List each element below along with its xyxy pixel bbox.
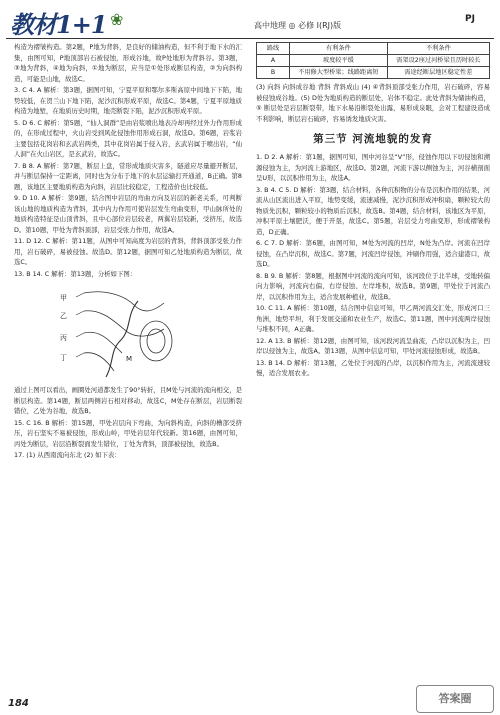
table-row: [257, 67, 490, 79]
contour-line: [84, 332, 122, 353]
watermark-stamp: 答案圈: [416, 685, 494, 713]
river-line: [106, 301, 138, 377]
contour-ring: [147, 329, 165, 353]
page-number: 184: [8, 698, 29, 709]
contour-map: [14, 281, 242, 383]
answer-paragraph: 6. C 7. D 解析：第6题，由图可知，M处为河流的凹岸，N处为凸岸。河流在凹岸侵蚀，在凸岸沉积，故选C。第7题，河流凹岸侵蚀，冲刷作用强，适合建港口，故选D。: [256, 239, 490, 268]
table-header-cell: 路线: [257, 43, 290, 55]
table-cell: B: [257, 67, 290, 79]
subject-label: 高中地理 ◎ 必修 I(RJ)版: [254, 21, 342, 30]
table-cell: 需途经断层地区稳定性差: [387, 67, 489, 79]
map-label-d: 丁: [60, 354, 67, 362]
contour-line: [84, 311, 164, 336]
table-header-cell: 不利条件: [387, 43, 489, 55]
answer-paragraph: 13. B 14. D 解析：第13题，乙处位于河流的凸岸，以沉积作用为主，河流流速较慢，适合发展农业。: [256, 358, 490, 377]
answer-paragraph: 12. A 13. B 解析：第12题，由图可知，该河段河流呈曲流，凸岸以沉积为主，凹岸以侵蚀为主，故选A。第13题，从图中信息可知，甲处河流侵蚀形成，故选B。: [256, 336, 490, 355]
answer-paragraph: 17. (1) 从西南流向东北 (2) 如下表：: [14, 451, 121, 459]
table-cell: 需架设2座过河桥梁且历时较长: [387, 55, 489, 67]
answer-paragraph: 7. B 8. A 解析：第7题，断层上盘，常形成地质灾害多，隧道应尽量避开断层，并与断层保持一定距离，同时也为分布于地下的水层运输打开通道，B正确。第8题，该地区主要地质构造为向斜，岩层比较稳定，工程造价也比较低。: [14, 161, 242, 191]
book-logo: 教材1+1: [10, 10, 107, 39]
answer-paragraph: 13. B 14. C 解析：第13题，分析如下图：: [14, 269, 137, 278]
contour-ring: [140, 321, 172, 361]
guide-line: [76, 293, 84, 357]
map-label-m: M: [126, 355, 133, 363]
table-cell: 不用修大型桥梁；线路距离短: [290, 67, 388, 79]
table-header-row: [257, 43, 490, 55]
answer-paragraph: 9. D 10. A 解析：第9题，结合图中岩层的弯曲方向及岩层的新老关系，可判断该山地的地质构造为背斜，其中内力作用可使岩层发生弯曲变形，甲山脉所处的地质构造特征是山顶背斜，且中心部位岩层较老，两翼岩层较新，受挤压，故选D。第10题，甲处为背斜顶部，岩层受张力作用，故选A。: [14, 194, 242, 234]
leaf-icon: ❀: [110, 10, 124, 29]
answer-paragraph: 3. C 4. A 解析：第3题，据图可知，宁夏平原和鄂尔多斯高原中间地下下陷，地势较低，在贺兰山下地下陷，泥沙沉积形成平原，故选C。第4题，宁夏平原地质构造为地堑，在地质历史时期，地壳断裂下陷，泥沙沉积形成平原。: [14, 86, 242, 115]
answer-paragraph: 15. C 16. B 解析：第15题，甲处岩层向下弯曲，为向斜构造，向斜的槽部受挤压，岩石坚实不易被侵蚀，形成山岭，甲处岩层年代较新。第16题，由图可知，丙处为断层，岩层沿断裂面发生错位，丁处为背斜，顶部被侵蚀，故选B。: [14, 418, 242, 448]
right-column: [256, 42, 490, 380]
section-title: 第三节 河流地貌的发育: [313, 133, 433, 145]
answer-paragraph: (3) 向斜 向斜成谷地 背斜 背斜成山 (4) ④背斜顶部受张力作用，岩石破碎，容易被侵蚀成谷地。(5) D处为地质构造的断层处，岩体不稳定。此处背斜为储油构造，⑤ 断层处是岩层断裂带，地下水易沿断裂处出露，易形成泉眼，会对工程建设造成不利影响，断层岩石破碎，容易诱发地质灾害。: [256, 83, 490, 123]
answer-paragraph: 5. D 6. C 解析：第5题，“仙人洞群”是由岩浆喷出地表冷却再经过外力作用形成的，在形成过程中，火山岩受到风化侵蚀作用形成石洞，故选D。第6题，岩浆岩主要包括花岗岩和玄武岩两类，其中花岗岩属于侵入岩，玄武岩属于喷出岩，“仙人洞”在火山岩区，是玄武岩，故选C。: [14, 118, 242, 158]
answer-paragraph: 8. B 9. B 解析：第8题，根据图中河流的流向可知，该河段位于北半球，受地转偏向力影响，河流向右偏，右岸侵蚀、左岸堆积，故选B。第9题，甲处位于河流凸岸，以沉积作用为主，适合发展种植业，故选B。: [256, 271, 490, 301]
route-table: [256, 42, 490, 79]
left-column: [14, 42, 242, 462]
map-label-b: 乙: [60, 312, 67, 320]
answer-paragraph: 11. D 12. C 解析：第11题，从图中可知高度为岩层的背斜，背斜顶部受张力作用，岩石破碎，易被侵蚀。故选D。第12题，据图可知乙处地质构造为断层，故选C。: [14, 237, 242, 266]
page-header: [6, 4, 494, 39]
contour-map-svg: [14, 281, 242, 383]
map-label-a: 甲: [60, 294, 67, 302]
edition-tag: PJ: [465, 14, 475, 24]
answer-paragraph: 构造为褶皱构造。第2题，P地为背斜，是良好的储油构造，但不利于地下水的汇集，由图可知，P地顶部岩石被侵蚀，形成谷地，故P处地形为背斜谷。第3题，③地为背斜，④地为向斜，①地为断层，应当是①处形成断层构造，②为向斜构造，可能是山地，故选C。: [14, 43, 242, 83]
answer-paragraph: 3. B 4. C 5. D 解析：第3题，结合材料，各种沉积物的分布是沉积作用的结果，河流从山区流出进入平原，地势变缓，流速减慢，泥沙沉积形成冲积扇，颗粒较大的物质先沉积，颗粒较小的物质后沉积，故选B。第4题，结合材料，该地区为平原，冲积平原土壤肥沃，便于开垦，故选C。第5题，岩层受力弯曲变形，形成褶皱构造，D正确。: [256, 185, 490, 236]
map-label-c: 丙: [60, 334, 67, 342]
answer-paragraph: 10. C 11. A 解析：第10题，结合图中信息可知，甲乙两河流交汇处，形成河口三角洲，地势平坦，利于发展交通和农业生产，故选C。第11题，图中河流两岸侵蚀与堆积不同，A正确。: [256, 304, 490, 333]
table-row: [257, 55, 490, 67]
table-cell: 坡度较平缓: [290, 55, 388, 67]
contour-line: [84, 292, 164, 311]
answer-paragraph: 通过上图可以看出，画圈处河道都发生了90°转折，且M处与河流的流向相交，是断层构造。第14题，断层两侧岩石相对移动，故选C，M处存在断层，岩层断裂错位，乙处为谷地，故选B。: [14, 386, 242, 415]
table-cell: A: [257, 55, 290, 67]
table-header-cell: 有利条件: [290, 43, 388, 55]
answer-paragraph: 1. D 2. A 解析：第1题，据图可知，图中河谷呈“V”形，侵蚀作用以下切侵蚀和溯源侵蚀为主，为河流上游地区，故选D。第2题，河流下游以侧蚀为主，河谷横剖面呈U形，以沉积作用为主，故选A。: [256, 153, 490, 182]
